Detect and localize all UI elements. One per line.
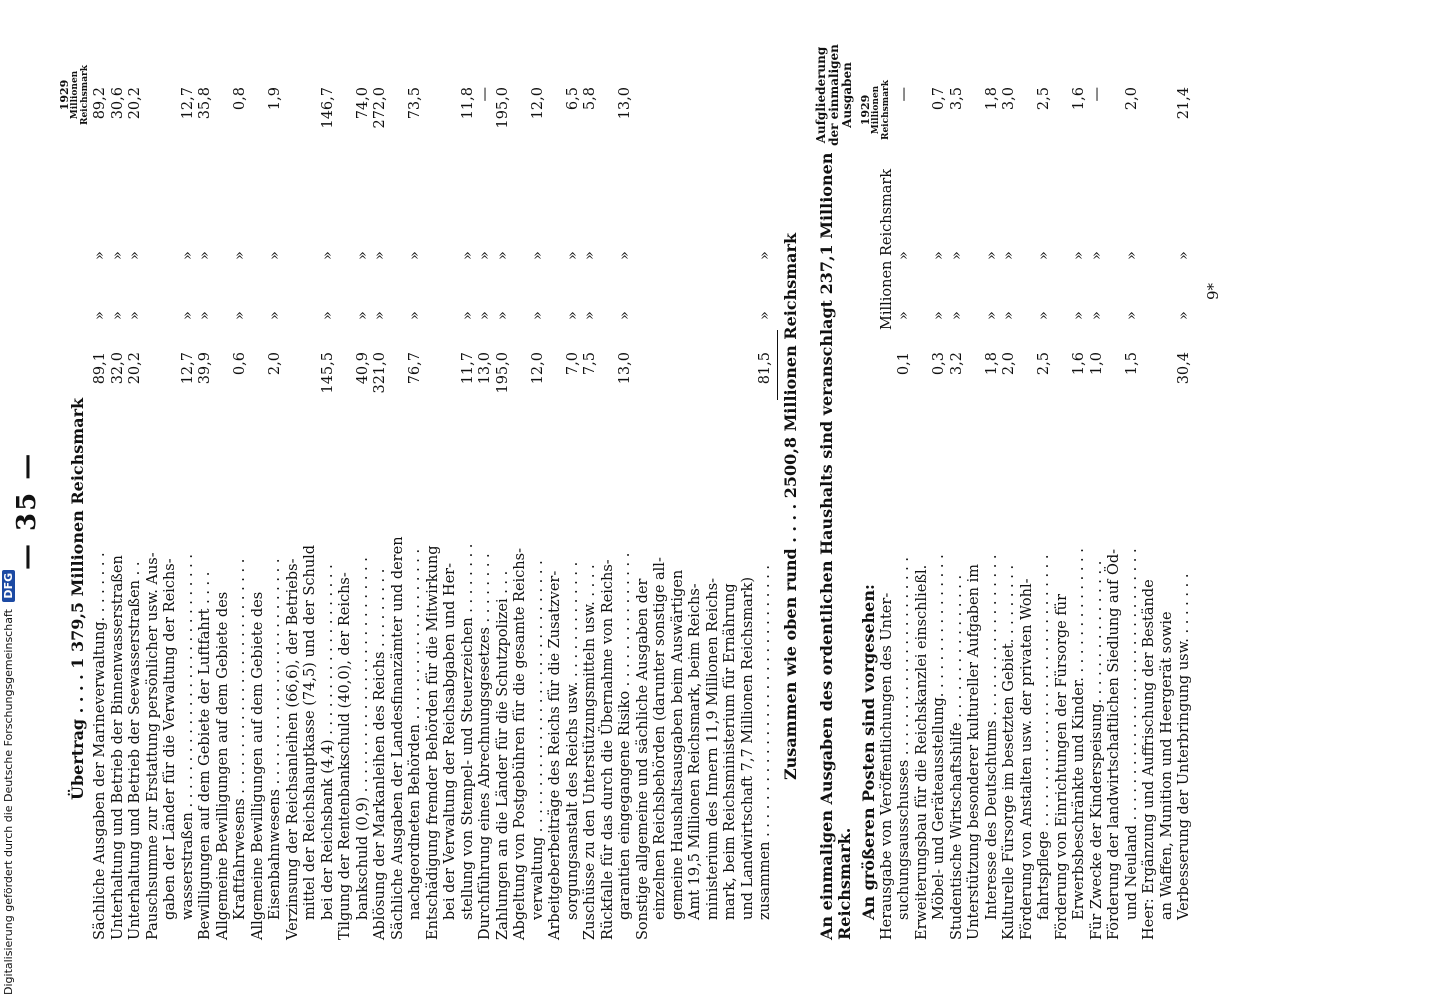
row-label-line: Studentische Wirtschaftshilfe . . . . . . . . . . . . . . . .: [948, 574, 965, 940]
row-value: 12,7: [179, 352, 196, 385]
row-ditto: »: [1001, 311, 1017, 320]
row-label-line: Unterstützung besonderer kultureller Aufgaben im: [966, 564, 982, 940]
row-label-line: Förderung von Einrichtungen der Fürsorge für: [1053, 593, 1070, 940]
row-ditto: »: [127, 311, 143, 320]
row-ditto: »: [477, 311, 493, 320]
row-label-line: Heer: Ergänzung und Auffrischung der Bestände: [1141, 579, 1157, 940]
row-ditto: »: [372, 251, 388, 260]
row-value: 76,7: [407, 352, 423, 385]
row-label-line: Verbesserung der Unterbringung usw. . . . . . . .: [1176, 573, 1192, 920]
row-label-line: bankschuld (0,9) . . . . . . . . . . . . . . . . . . . . . . . . . .: [354, 557, 371, 920]
row-ditto: »: [232, 311, 248, 320]
row-ditto: »: [529, 251, 546, 260]
row-ditto: »: [983, 251, 1000, 260]
row-ditto: »: [319, 311, 336, 320]
row-value-1929: 5,8: [582, 87, 598, 111]
column-header-unit: Millionen Reichsmark: [870, 79, 891, 141]
row-label-line: mittel der Reichshauptkasse (74,5) und der Schuld: [302, 544, 318, 920]
row-label-line: und Neuland . . . . . . . . . . . . . . . . . . . . . . . . . . . . . .: [1123, 548, 1140, 920]
sidenote-line: der einmaligen: [826, 44, 841, 146]
row-label-line: Tilgung der Rentenbankschuld (40,0), der Reichs-: [337, 572, 353, 940]
row-value-1929: —: [1088, 87, 1105, 102]
unit-label: Millionen Reichsmark: [878, 168, 895, 330]
row-label-line: Abgeltung von Postgebühren für die gesamte Reichs-: [512, 548, 528, 940]
row-ditto: »: [1176, 251, 1192, 260]
row-label-line: Arbeitgeberbeiträge des Reichs für die Zusatzver-: [547, 570, 563, 940]
row-value: 195,0: [494, 352, 511, 394]
larger-items-intro: An größeren Posten sind vorgesehen:: [858, 584, 878, 920]
row-label-line: Unterhaltung und Betrieb der Seewasserstraßen . .: [127, 561, 143, 940]
row-ditto: »: [232, 251, 248, 260]
row-value: 11,7: [459, 352, 476, 385]
row-label-line: Herausgabe von Veröffentlichungen des Unter-: [878, 592, 895, 940]
row-label-line: Amt 19,5 Millionen Reichsmark, beim Reichs-: [687, 583, 703, 920]
row-value: 2,0: [267, 352, 283, 376]
row-value-1929: 6,5: [564, 87, 581, 111]
column-header-1929-lower: [858, 75, 891, 145]
row-value-1929: 1,9: [267, 87, 283, 111]
row-ditto: »: [267, 251, 283, 260]
row-value-1929: —: [896, 87, 912, 102]
row-label-line: Allgemeine Bewilligungen auf dem Gebiete des: [249, 591, 266, 940]
sidenote-line: Ausgaben: [839, 62, 854, 128]
row-label-line: bei der Reichsbank (4,4) . . . . . . . . . . . . . . . . . . .: [319, 564, 336, 920]
row-value-1929: 3,5: [948, 87, 965, 111]
row-ditto: »: [372, 311, 388, 320]
row-value-1929: 1,6: [1071, 87, 1087, 111]
row-ditto: »: [948, 251, 965, 260]
row-value-1929: 30,6: [109, 87, 126, 120]
row-label-line: fahrtspflege . . . . . . . . . . . . . . . . . . . . . . . . . . . . . .: [1036, 554, 1052, 920]
row-value: 3,2: [948, 352, 965, 376]
row-value-1929: 11,8: [459, 87, 476, 120]
row-label-line: wasserstraßen . . . . . . . . . . . . . . . . . . . . . . . . . . . .: [179, 553, 196, 920]
row-ditto: »: [896, 311, 912, 320]
one-time-paragraph-line-1: An einmaligen Ausgaben des ordentlichen Haushalts sind veranschlagt 237,1 Millionen: [816, 152, 836, 940]
row-ditto: »: [617, 311, 633, 320]
footer-text: Digitalisierung gefördert durch die Deutsche Forschungsgemeinschaft: [2, 609, 15, 995]
row-ditto: »: [109, 251, 126, 260]
row-label-line: Erweiterungsbau für die Reichskanzlei einschließl.: [913, 564, 930, 940]
row-ditto: »: [1123, 311, 1140, 320]
row-ditto: »: [948, 311, 965, 320]
row-value: 321,0: [372, 352, 388, 394]
row-label-line: verwaltung . . . . . . . . . . . . . . . . . . . . . . . . . . . . . .: [529, 560, 546, 920]
row-value: 1,8: [983, 352, 1000, 376]
row-label-line: bei der Verwaltung der Reichsabgaben und Her-: [442, 563, 458, 920]
column-header-year: 1929: [858, 94, 872, 126]
row-ditto: »: [494, 251, 511, 260]
row-label-line: einzelnen Reichsbehörden (darunter sonstige all-: [652, 557, 668, 920]
row-value-1929: 74,0: [354, 87, 371, 120]
row-ditto: »: [582, 251, 598, 260]
row-ditto: »: [494, 311, 511, 320]
row-label-line: Bewilligungen auf dem Gebiete der Luftfahrt . . . .: [197, 571, 213, 940]
row-ditto: »: [1176, 311, 1192, 320]
row-value: 145,5: [319, 352, 336, 394]
row-value-1929: 2,0: [1123, 87, 1140, 111]
row-ditto: »: [197, 251, 213, 260]
row-label-line: Sächliche Ausgaben der Marineverwaltung. . . . . . . .: [92, 552, 108, 940]
row-ditto: »: [983, 311, 1000, 320]
row-ditto: »: [757, 311, 773, 320]
row-label-line: gemeine Haushaltsausgaben beim Auswärtigen: [669, 569, 686, 920]
sum-rule: [777, 330, 778, 400]
row-value-1929: 12,0: [529, 87, 546, 120]
row-ditto: »: [1036, 311, 1052, 320]
row-label-line: gaben der Länder für die Verwaltung der Reichs-: [162, 558, 178, 920]
row-value: 2,5: [1036, 352, 1052, 376]
row-label-line: Unterhaltung und Betrieb der Binnenwasserstraßen: [109, 555, 126, 940]
row-label-line: Verzinsung der Reichsanleihen (66,6), der Betriebs-: [284, 558, 301, 940]
rotated-page: [0, 20, 1360, 980]
row-value: 89,1: [92, 352, 108, 385]
row-label-line: stellung von Stempel- und Steuerzeichen . . . . . . . .: [459, 543, 476, 920]
row-value: 0,3: [931, 352, 947, 376]
row-value-1929: 3,0: [1001, 87, 1017, 111]
uebertrag-line: Übertrag . . . . 1 379,5 Millionen Reichsmark: [68, 397, 87, 800]
row-value-1929: 1,8: [983, 87, 1000, 111]
row-ditto: »: [92, 311, 108, 320]
row-value-1929: 272,0: [372, 87, 388, 129]
row-value: 81,5: [757, 352, 773, 385]
row-ditto: »: [1001, 251, 1017, 260]
column-header-year: 1929: [58, 79, 71, 111]
row-label-line: und Landwirtschaft 7,7 Millionen Reichsmark): [739, 576, 756, 920]
row-ditto: »: [529, 311, 546, 320]
row-value-1929: 89,2: [92, 87, 108, 120]
row-label-line: Für Zwecke der Kinderspeisung. . . . . . . . . . . . . . . .: [1088, 560, 1105, 940]
row-label-line: Interesse des Deutschtums . . . . . . . . . . . . . . . . . .: [983, 554, 1000, 920]
row-value: 20,2: [127, 352, 143, 385]
row-label-line: zusammen . . . . . . . . . . . . . . . . . . . . . . . . . . . . . .: [757, 564, 773, 920]
row-ditto: »: [1036, 251, 1052, 260]
row-label-line: Kulturelle Fürsorge im besetzten Gebiet. . . . . . . . .: [1001, 564, 1017, 940]
row-value: 0,1: [896, 352, 912, 376]
row-value-1929: 20,2: [127, 87, 143, 120]
total-line: Zusammen wie oben rund . . . . 2500,8 Millionen Reichsmark: [780, 232, 800, 780]
row-ditto: »: [179, 251, 196, 260]
row-label-line: Rückfalle für das durch die Übernahme von Reichs-: [599, 559, 616, 940]
row-label-line: an Waffen, Munition und Heergerät sowie: [1158, 611, 1175, 920]
row-label-line: Möbel- und Geräteausstellung. . . . . . . . . . . . . . . .: [931, 554, 947, 920]
row-label-line: nachgeordneten Behörden . . . . . . . . . . . . . . . . . . .: [407, 548, 423, 920]
row-value: 39,9: [197, 352, 213, 385]
row-ditto: »: [1088, 311, 1105, 320]
row-ditto: »: [459, 251, 476, 260]
row-ditto: »: [267, 311, 283, 320]
row-ditto: »: [1071, 311, 1087, 320]
signature-mark: 9*: [1203, 282, 1222, 300]
row-label-line: Förderung von Anstalten usw. der privaten Wohl-: [1018, 578, 1035, 940]
row-value-1929: 0,7: [931, 87, 947, 111]
row-ditto: »: [931, 311, 947, 320]
column-header-unit: Millionen Reichsmark: [70, 64, 90, 126]
row-value-1929: 12,7: [179, 87, 196, 120]
row-label-line: suchungsausschusses . . . . . . . . . . . . . . . . . . . . . .: [896, 556, 912, 920]
row-ditto: »: [931, 251, 947, 260]
row-value: 1,0: [1088, 352, 1105, 376]
row-value: 1,6: [1071, 352, 1087, 376]
row-ditto: »: [92, 251, 108, 260]
row-ditto: »: [617, 251, 633, 260]
row-value: 30,4: [1176, 352, 1192, 385]
row-value: 12,0: [529, 352, 546, 385]
row-ditto: »: [354, 251, 371, 260]
sidenote: [815, 40, 854, 150]
row-ditto: »: [459, 311, 476, 320]
dfg-logo: DFG: [2, 570, 15, 602]
row-label-line: Sonstige allgemeine und sächliche Ausgaben der: [634, 578, 651, 940]
row-value: 32,0: [109, 352, 126, 385]
row-value-1929: 146,7: [319, 87, 336, 129]
row-value: 7,0: [564, 352, 581, 376]
row-ditto: »: [564, 311, 581, 320]
row-label-line: Pauschsumme zur Erstattung persönlicher usw. Aus-: [144, 552, 161, 940]
one-time-paragraph-line-2: Reichsmark.: [834, 827, 854, 940]
row-label-line: ministerium des Innern 11,9 Millionen Reichs-: [704, 577, 721, 920]
row-label-line: Förderung der landwirtschaftlichen Siedlung auf Öd-: [1106, 548, 1122, 940]
row-value-1929: 2,5: [1036, 87, 1052, 111]
row-value-1929: 13,0: [617, 87, 633, 120]
row-ditto: »: [1071, 251, 1087, 260]
row-ditto: »: [197, 311, 213, 320]
row-label-line: mark, beim Reichsministerium für Ernährung: [722, 583, 738, 920]
row-ditto: »: [319, 251, 336, 260]
row-value-1929: 21,4: [1176, 87, 1192, 120]
row-label-line: Kraftfahrwesens . . . . . . . . . . . . . . . . . . . . . . . . . .: [232, 558, 248, 920]
row-label-line: Allgemeine Bewilligungen auf dem Gebiete des: [214, 591, 231, 940]
row-value-1929: 0,8: [232, 87, 248, 111]
row-value-1929: 35,8: [197, 87, 213, 120]
row-label-line: garantien eingegangene Risiko . . . . . . . . . . . . . . .: [617, 552, 633, 920]
row-label-line: Erwerbsbeschränkte und Kinder. . . . . . . . . . . . . . .: [1071, 548, 1087, 920]
row-label-line: Zuschüsse zu den Unterstützungsmitteln usw. . . . .: [582, 564, 598, 940]
row-ditto: »: [757, 251, 773, 260]
row-ditto: »: [477, 251, 493, 260]
row-value: 40,9: [354, 352, 371, 385]
sidenote-line: Aufgliederung: [813, 46, 828, 144]
column-header-1929-upper: [60, 60, 90, 130]
row-label-line: Ablösung der Markanleihen des Reichs . . . . . . . . .: [372, 568, 388, 940]
row-label-line: sorgungsanstalt des Reichs usw. . . . . . . . . . . . . .: [564, 561, 581, 920]
row-ditto: »: [896, 251, 912, 260]
page-number: — 35 —: [12, 451, 42, 570]
row-ditto: »: [1123, 251, 1140, 260]
row-ditto: »: [407, 311, 423, 320]
row-ditto: »: [109, 311, 126, 320]
row-ditto: »: [1088, 251, 1105, 260]
row-value: 0,6: [232, 352, 248, 376]
row-label-line: Sächliche Ausgaben der Landesfinanzämter und deren: [389, 536, 406, 940]
digitization-footer: [2, 570, 15, 995]
row-ditto: »: [127, 251, 143, 260]
row-value-1929: —: [477, 87, 493, 102]
row-ditto: »: [179, 311, 196, 320]
row-ditto: »: [564, 251, 581, 260]
row-label-line: Entschädigung fremder Behörden für die Mitwirkung: [424, 545, 441, 940]
row-label-line: Durchführung eines Abrechnungsgesetzes . . . . . . . .: [477, 553, 493, 940]
row-value-1929: 73,5: [407, 87, 423, 120]
row-value: 13,0: [617, 352, 633, 385]
row-ditto: »: [354, 311, 371, 320]
row-value-1929: 195,0: [494, 87, 511, 129]
row-label-line: Zahlungen an die Länder für die Schutzpolizei . . .: [494, 570, 511, 940]
row-value: 7,5: [582, 352, 598, 376]
row-value: 1,5: [1123, 352, 1140, 376]
row-ditto: »: [407, 251, 423, 260]
row-value: 13,0: [477, 352, 493, 385]
row-label-line: Eisenbahnwesens . . . . . . . . . . . . . . . . . . . . . . . . .: [267, 558, 283, 920]
row-value: 2,0: [1001, 352, 1017, 376]
row-ditto: »: [582, 311, 598, 320]
